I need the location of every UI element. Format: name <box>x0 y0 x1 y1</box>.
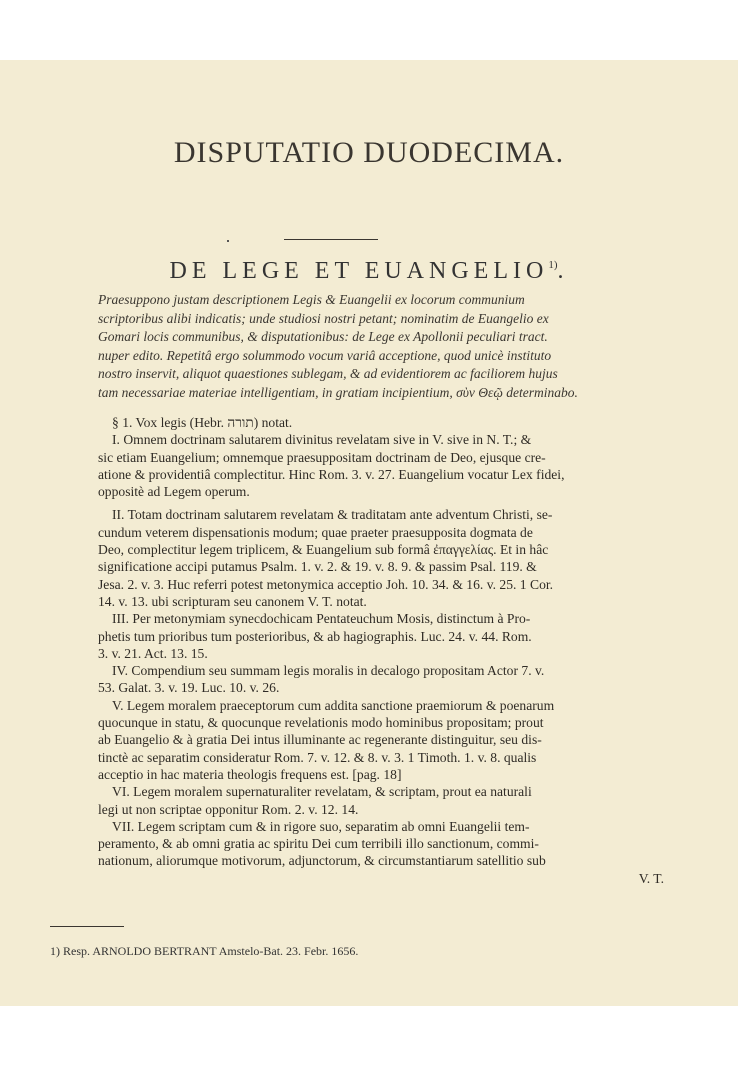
text-line: II. Totam doctrinam salutarem revelatam & traditatam ante adventum Christi, se- <box>112 507 553 523</box>
intro-line: nostro inservit, aliquot quaestiones sublegam, & ad evidentiorem ac faciliorem hujus <box>98 366 558 382</box>
intro-paragraph <box>98 291 664 403</box>
text-line: atione & providentiâ complectitur. Hinc Rom. 3. v. 27. Euangelium vocatur Lex fidei, <box>98 466 565 482</box>
text-line: 14. v. 13. ubi scripturam seu canonem V. T. notat. <box>98 593 367 609</box>
text-line: Deo, complectitur legem triplicem, & Euangelium sub formâ ἐπαγγελίας. Et in hâc <box>98 542 549 558</box>
subtitle-text: DE LEGE ET EUANGELIO <box>169 258 549 284</box>
intro-line: Gomari locis communibus, & disputationibus: de Lege ex Apollonii peculiari tract. <box>98 329 548 345</box>
text-line: VI. Legem moralem supernaturaliter revelatam, & scriptam, prout ea naturali <box>112 784 532 800</box>
text-line: quocunque in statu, & quocunque revelationis modo hominibus propositam; prout <box>98 715 544 731</box>
intro-line: scriptoribus alibi indicatis; unde studiosi nostri petant; nominatim de Euangelio ex <box>98 310 549 326</box>
text-line: nationum, aliorumque motivorum, adjunctorum, & circumstantiarum satellitio sub <box>98 853 546 869</box>
text-line: Jesa. 2. v. 3. Huc referri potest metonymica acceptio Joh. 10. 34. & 16. v. 25. 1 Cor. <box>98 576 554 592</box>
footnote: 1) Resp. ARNOLDO BERTRANT Amstelo-Bat. 23. Febr. 1656. <box>50 944 359 958</box>
text-line: III. Per metonymiam synecdochicam Pentateuchum Mosis, distinctum à Pro- <box>112 611 531 627</box>
intro-line: nuper edito. Repetitâ ergo solummodo vocum variâ acceptione, quod unicè instituto <box>98 347 552 363</box>
text-line: oppositè ad Legem operum. <box>98 484 250 500</box>
footnote-rule <box>50 926 124 927</box>
text-line: 53. Galat. 3. v. 19. Luc. 10. v. 26. <box>98 680 280 696</box>
ink-dot <box>227 240 229 242</box>
intro-line: Praesuppono justam descriptionem Legis & Euangelii ex locorum communium <box>98 292 525 307</box>
body-text <box>98 414 664 887</box>
text-line: cundum veterem dispensationis modum; quae praeter praesupposita dogmata de <box>98 524 533 540</box>
text-line: VII. Legem scriptam cum & in rigore suo, separatim ab omni Euangelii tem- <box>112 818 530 834</box>
text-line: § 1. Vox legis (Hebr. תורה) notat. <box>112 415 293 430</box>
text-line: sic etiam Euangelium; omnemque praesuppositam doctrinam de Deo, ejusque cre- <box>98 449 546 465</box>
text-line: peramento, & ab omni gratia ac spiritu Dei cum terribili illo sanctionum, commi- <box>98 836 539 852</box>
text-line: phetis tum prioribus tum posterioribus, & ab hagiographis. Luc. 24. v. 44. Rom. <box>98 628 532 644</box>
text-line: tinctè ac separatim consideratur Rom. 7. v. 12. & 8. v. 3. 1 Timoth. 1. v. 8. qualis <box>98 749 537 765</box>
title-rule <box>284 239 378 240</box>
page-title: DISPUTATIO DUODECIMA. <box>173 136 565 169</box>
text-line: legi ut non scriptae opponitur Rom. 2. v. 12. 14. <box>98 801 359 817</box>
text-line: V. Legem moralem praeceptorum cum addita sanctione praemiorum & poenarum <box>112 697 555 713</box>
text-line: IV. Compendium seu summam legis moralis in decalogo propositam Actor 7. v. <box>112 663 545 679</box>
catchword: V. T. <box>638 870 664 886</box>
subtitle-footnote-ref: 1) <box>548 259 558 271</box>
text-line: acceptio in hac materia theologis frequens est. [pag. 18] <box>98 766 402 782</box>
text-line: 3. v. 21. Act. 13. 15. <box>98 645 208 661</box>
text-line: I. Omnem doctrinam salutarem divinitus revelatam sive in V. sive in N. T.; & <box>112 432 532 448</box>
text-line: significatione accipi putamus Psalm. 1. v. 2. & 19. v. 8. 9. & passim Psal. 119. & <box>98 559 537 575</box>
page-subtitle: DE LEGE ET EUANGELIO$^{1)}$. <box>169 258 569 284</box>
text-line: ab Euangelio & à gratia Dei intus illuminante ac regenerante distinguitur, seu dis- <box>98 732 542 748</box>
intro-line: tam necessariae materiae intelligentiam, in gratiam incipientium, σὺν Θεῷ determinabo. <box>98 384 578 400</box>
